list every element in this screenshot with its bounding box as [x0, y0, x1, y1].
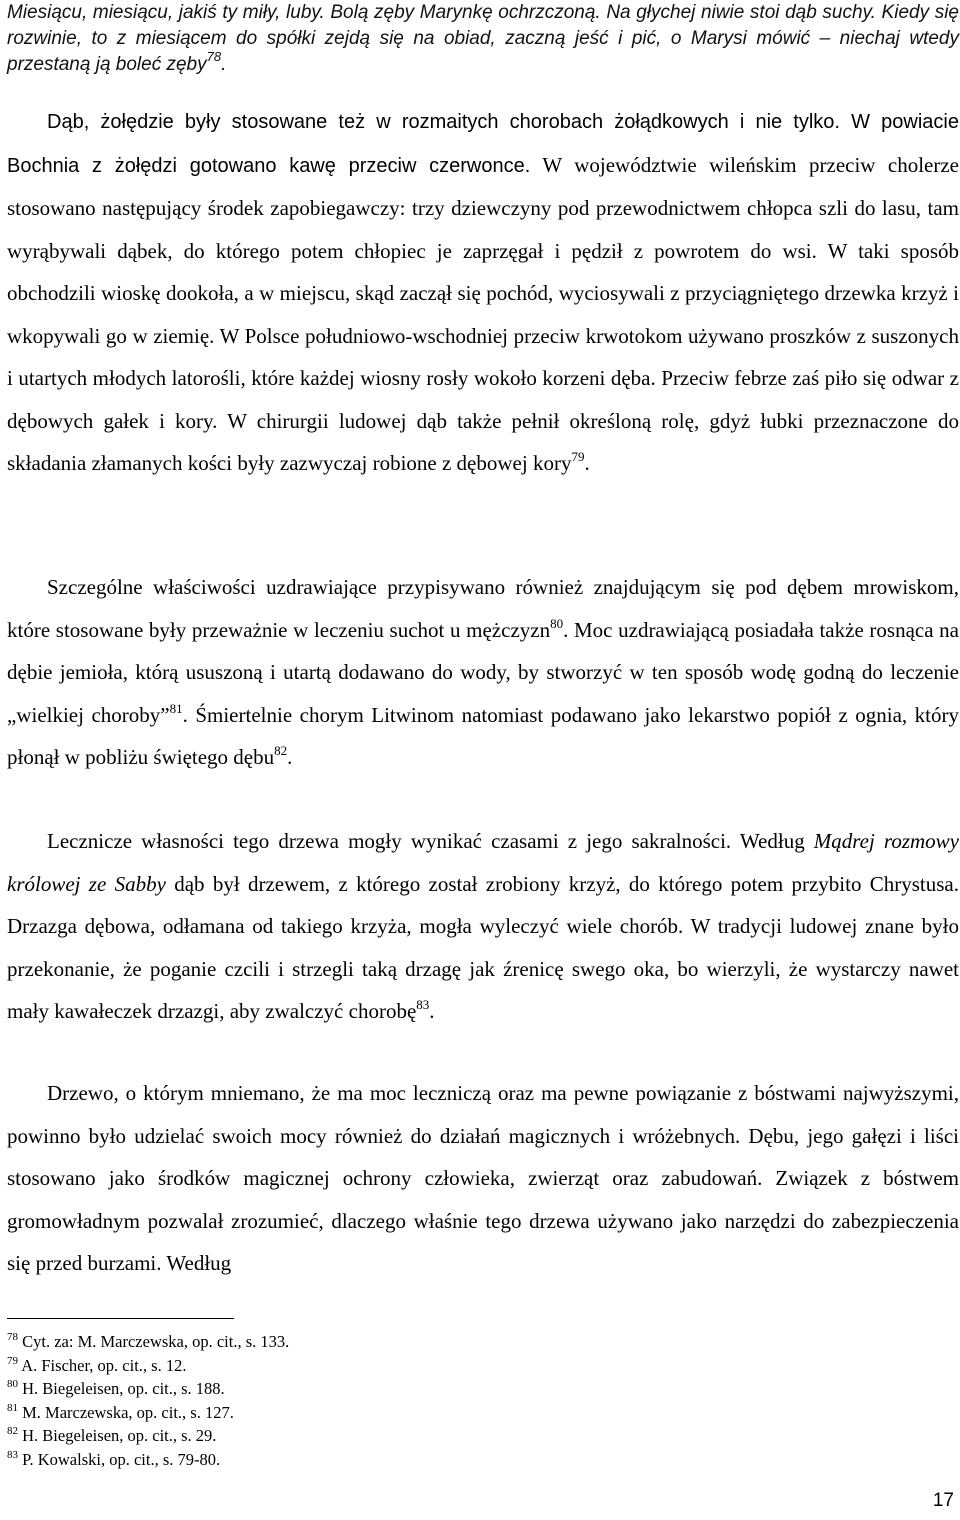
- footnote-83: [7, 1448, 707, 1472]
- paragraph-text-part: dąb był drzewem, z którego został zrobiony krzyż, do którego potem przybito Chrystusa. Drzazga dębowa, odłamana od takiego krzyża, mogła wyleczyć wiele chorób. W tradycji ludowej znane było przekonanie, że poganie czcili i strzegli taką drzagę jak źrenicę swego oka, bo wierzyli, że wystarczy nawet mały kawałeczek drzazgi, aby zwalczyć chorobę: [7, 871, 959, 1023]
- paragraph-lead-sans: Dąb, żołędzie były stosowane też w rozmaitych chorobach żołądkowych i nie tylko. W powiacie Bochnia z żołędzi gotowano kawę przeciw czerwonce.: [7, 111, 959, 177]
- quote-text: Miesiącu, miesiącu, jakiś ty miły, luby. Bolą zęby Marynkę ochrzczoną. Na głychej niwie stoi dąb suchy. Kiedy się rozwinie, to z miesiącem do spółki zejdą się na obiad, zaczną jeść i pić, o Marysi mówić – niechaj wtedy przestaną ją boleć zęby: [7, 2, 959, 75]
- page-number: 17: [932, 1490, 954, 1511]
- paragraph-end: .: [287, 745, 293, 769]
- paragraph-text-part: Szczególne właściwości uzdrawiające przypisywano również znajdującym się pod dębem mrowiskom, które stosowane były przeważnie w leczeniu suchot u mężczyzn: [7, 575, 959, 642]
- paragraph-sacral-cross: [7, 820, 959, 1033]
- footnote-text: Cyt. za: M. Marczewska, op. cit., s. 133.: [22, 1332, 290, 1351]
- footnote-number: 83: [7, 1448, 18, 1461]
- footnote-text: M. Marczewska, op. cit., s. 127.: [22, 1402, 234, 1422]
- footnote-82: [7, 1424, 707, 1448]
- footnote-text: H. Biegeleisen, op. cit., s. 188.: [22, 1379, 225, 1399]
- footnote-ref-80: 80: [550, 615, 564, 631]
- paragraph-anthills-mistletoe: [7, 566, 959, 779]
- footnote-number: 80: [7, 1378, 18, 1391]
- footnote-ref-82: 82: [274, 743, 288, 758]
- paragraph-text: Drzewo, o którym mniemano, że ma moc leczniczą oraz ma pewne powiązanie z bóstwami najwyższymi, powinno było udzielać swoich mocy również do działań magicznych i wróżebnych. Dębu, jego gałęzi i liści stosowano jako środków magicznej ochrony człowieka, zwierząt oraz zabudowań. Związek z bóstwem gromowładnym pozwalał zrozumieć, dlaczego właśnie tego drzewa używano jako narzędzi do zabezpieczenia się przed burzami. Według: [7, 1081, 959, 1275]
- footnote-number: 82: [7, 1425, 18, 1438]
- footnote-81: [7, 1401, 707, 1425]
- footnote-79: [7, 1354, 707, 1378]
- footnote-ref-81: 81: [169, 700, 183, 716]
- footnote-text: A. Fischer, op. cit., s. 12.: [21, 1355, 187, 1375]
- paragraph-text-part: Lecznicze własności tego drzewa mogły wynikać czasami z jego sakralności. Według: [47, 829, 814, 853]
- folk-incantation-quote: [7, 0, 959, 78]
- footnote-ref-83: 83: [416, 997, 430, 1012]
- book-title: Mądrej rozmowy królowej ze Sabby: [7, 829, 959, 896]
- footnote-ref-79: 79: [571, 449, 585, 464]
- paragraph-end: .: [429, 999, 435, 1023]
- paragraph-magic-protection: [7, 1072, 959, 1285]
- footnote-number: 79: [7, 1354, 18, 1367]
- footnote-78: [7, 1330, 707, 1354]
- footnote-number: 78: [7, 1331, 18, 1343]
- paragraph-oak-stomach-cholera: [7, 100, 959, 485]
- footnote-ref-78: 78: [206, 49, 222, 64]
- paragraph-end: .: [584, 451, 590, 475]
- footnote-80: [7, 1377, 707, 1401]
- paragraph-text-part: . Moc uzdrawiającą posiadała także rosnąca na dębie jemioła, którą ususzoną i utartą dodawano do wody, by stworzyć w ten sposób wodę godną do leczenie „wielkiej choroby”: [7, 617, 959, 727]
- quote-end: .: [221, 54, 227, 75]
- footnote-number: 81: [7, 1401, 18, 1414]
- footnote-text: P. Kowalski, op. cit., s. 79-80.: [22, 1449, 221, 1469]
- footnote-text: H. Biegeleisen, op. cit., s. 29.: [22, 1426, 217, 1446]
- paragraph-body: W województwie wileńskim przeciw cholerze stosowano następujący środek zapobiegawczy: trzy dziewczyny pod przewodnictwem chłopca szli do lasu, tam wyrąbywali dąbek, do którego potem chłopiec je zaprzęgał i pędził z powrotem do wsi. W taki sposób obchodzili wioskę dookoła, a w miejscu, skąd zaczął się pochód, wyciosywali z przyciągniętego drzewka krzyż i wkopywali go w ziemię. W Polsce południowo-wschodniej przeciw krwotokom używano proszków z suszonych i utartych młodych latorośli, które każdej wiosny rosły wokoło korzeni dęba. Przeciw febrze zaś piło się odwar z dębowych gałek i kory. W chirurgii ludowej dąb także pełnił określoną rolę, gdyż łubki przeznaczone do składania złamanych kości były zazwyczaj robione z dębowej kory: [7, 152, 960, 475]
- footnote-separator: [7, 1318, 234, 1319]
- paragraph-text-part: . Śmiertelnie chorym Litwinom natomiast podawano jako lekarstwo popiół z ognia, który płonął w pobliżu świętego dębu: [7, 702, 959, 769]
- footnotes: [7, 1330, 707, 1472]
